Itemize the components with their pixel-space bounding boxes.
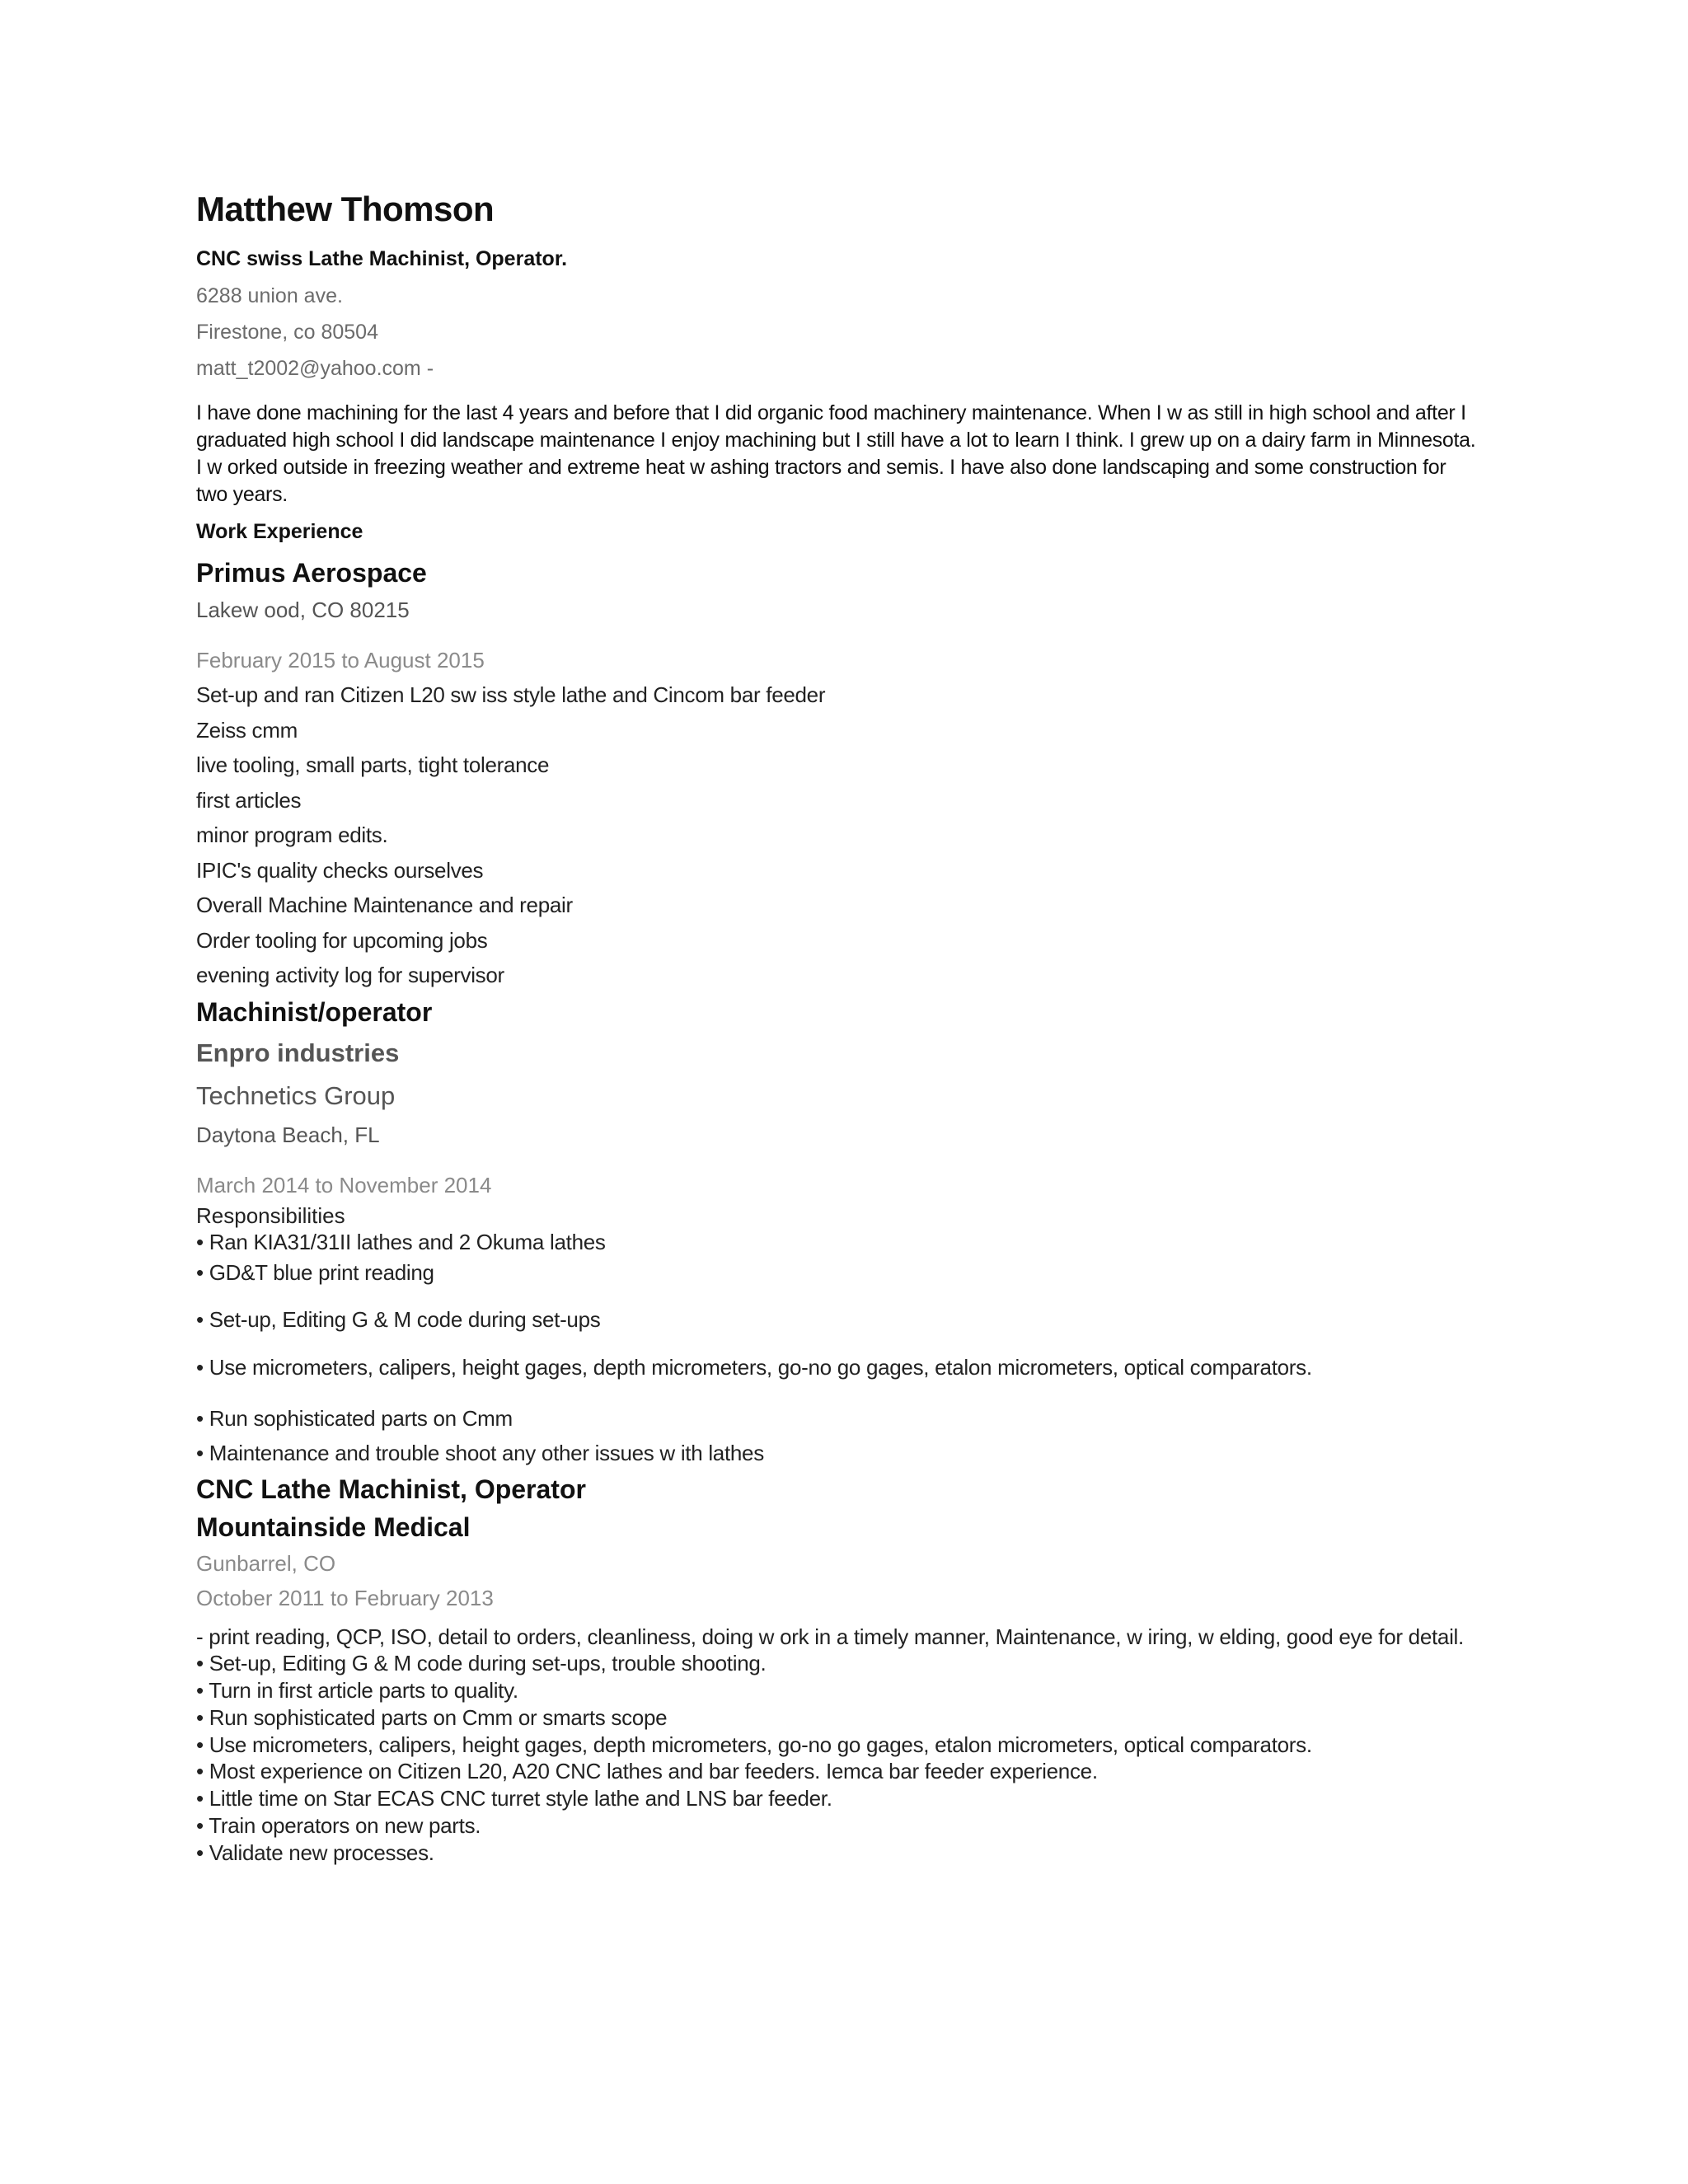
- job2-bullet: • Run sophisticated parts on Cmm: [196, 1405, 513, 1431]
- job3-bullet: • Set-up, Editing G & M code during set-ups, trouble shooting.: [196, 1651, 767, 1676]
- job1-duty: Overall Machine Maintenance and repair: [196, 893, 573, 917]
- job3-bullet: • Train operators on new parts.: [196, 1813, 481, 1839]
- job2-bullet: • Maintenance and trouble shoot any other issues w ith lathes: [196, 1440, 764, 1465]
- job3-bullet: • Validate new processes.: [196, 1840, 434, 1865]
- job2-company: Enpro industries: [196, 1038, 400, 1067]
- job1-duty: first articles: [196, 787, 302, 813]
- job3-bullet: • Most experience on Citizen L20, A20 CNC lathes and bar feeders. Iemca bar feeder experience.: [196, 1759, 1098, 1784]
- job1-location: Lakew ood, CO 80215: [196, 598, 410, 622]
- job2-bullet: • Set-up, Editing G & M code during set-ups: [196, 1306, 601, 1332]
- job-entry-enpro: [196, 993, 1482, 1470]
- job3-company: Mountainside Medical: [196, 1511, 471, 1542]
- job3-description-text: - print reading, QCP, ISO, detail to orders, cleanliness, doing w ork in a timely manner, Maintenance, w iring, w elding, good eye for detail.: [196, 1624, 1464, 1649]
- job3-title: CNC Lathe Machinist, Operator: [196, 1474, 586, 1504]
- candidate-headline: CNC swiss Lathe Machinist, Operator.: [196, 247, 568, 270]
- job1-duty: IPIC's quality checks ourselves: [196, 857, 484, 883]
- job2-location: Daytona Beach, FL: [196, 1122, 380, 1147]
- job1-duty: minor program edits.: [196, 823, 388, 847]
- job2-bullet: • GD&T blue print reading: [196, 1259, 434, 1285]
- job1-duty: evening activity log for supervisor: [196, 963, 504, 987]
- job3-bullet: • Turn in first article parts to quality.: [196, 1678, 518, 1704]
- job1-dates: February 2015 to August 2015: [196, 648, 485, 673]
- summary-paragraph: I have done machining for the last 4 years and before that I did organic food machinery maintenance. When I w as still in high school and after I graduated high school I did landscape maintenance I enjoy machining but I still have a lot to learn I think. I grew up on a dairy farm in Minnesota. I w orked outside in freezing weather and extreme heat w ashing tractors and semis. I have also done landscaping and some construction for two years.: [196, 401, 1476, 506]
- job1-duty: live tooling, small parts, tight tolerance: [196, 752, 550, 777]
- job3-location: Gunbarrel, CO: [196, 1550, 336, 1576]
- job2-title: Machinist/operator: [196, 996, 433, 1027]
- job1-duty: Zeiss cmm: [196, 717, 298, 743]
- job1-company: Primus Aerospace: [196, 558, 427, 588]
- job3-bullet: • Use micrometers, calipers, height gages, depth micrometers, go-no go gages, etalon micrometers, optical comparators.: [196, 1732, 1312, 1757]
- email-address: matt_t2002@yahoo.com -: [196, 357, 434, 380]
- job3-dates: October 2011 to February 2013: [196, 1585, 494, 1610]
- job1-duty: Order tooling for upcoming jobs: [196, 927, 488, 953]
- job2-bullet: • Use micrometers, calipers, height gages, depth micrometers, go-no go gages, etalon micrometers, optical comparators.: [196, 1354, 1312, 1380]
- job1-duty: Set-up and ran Citizen L20 sw iss style lathe and Cincom bar feeder: [196, 682, 826, 707]
- work-experience-heading: Work Experience: [196, 520, 363, 543]
- candidate-name: Matthew Thomson: [196, 190, 495, 228]
- job2-bullet: • Ran KIA31/31II lathes and 2 Okuma lathes: [196, 1229, 606, 1254]
- job3-bullet: • Little time on Star ECAS CNC turret style lathe and LNS bar feeder.: [196, 1786, 832, 1811]
- job3-bullet: • Run sophisticated parts on Cmm or smarts scope: [196, 1704, 668, 1730]
- job-entry-mountainside: [196, 1470, 1482, 1867]
- job2-group: Technetics Group: [196, 1080, 396, 1110]
- address-line-2: Firestone, co 80504: [196, 321, 378, 344]
- job-entry-primus: [196, 554, 1482, 993]
- job2-dates: March 2014 to November 2014: [196, 1172, 492, 1197]
- job2-responsibilities-label: Responsibilities: [196, 1202, 345, 1228]
- resume-page: [196, 190, 1482, 1867]
- job3-description: [196, 1624, 1482, 1867]
- address-line-1: 6288 union ave.: [196, 284, 343, 307]
